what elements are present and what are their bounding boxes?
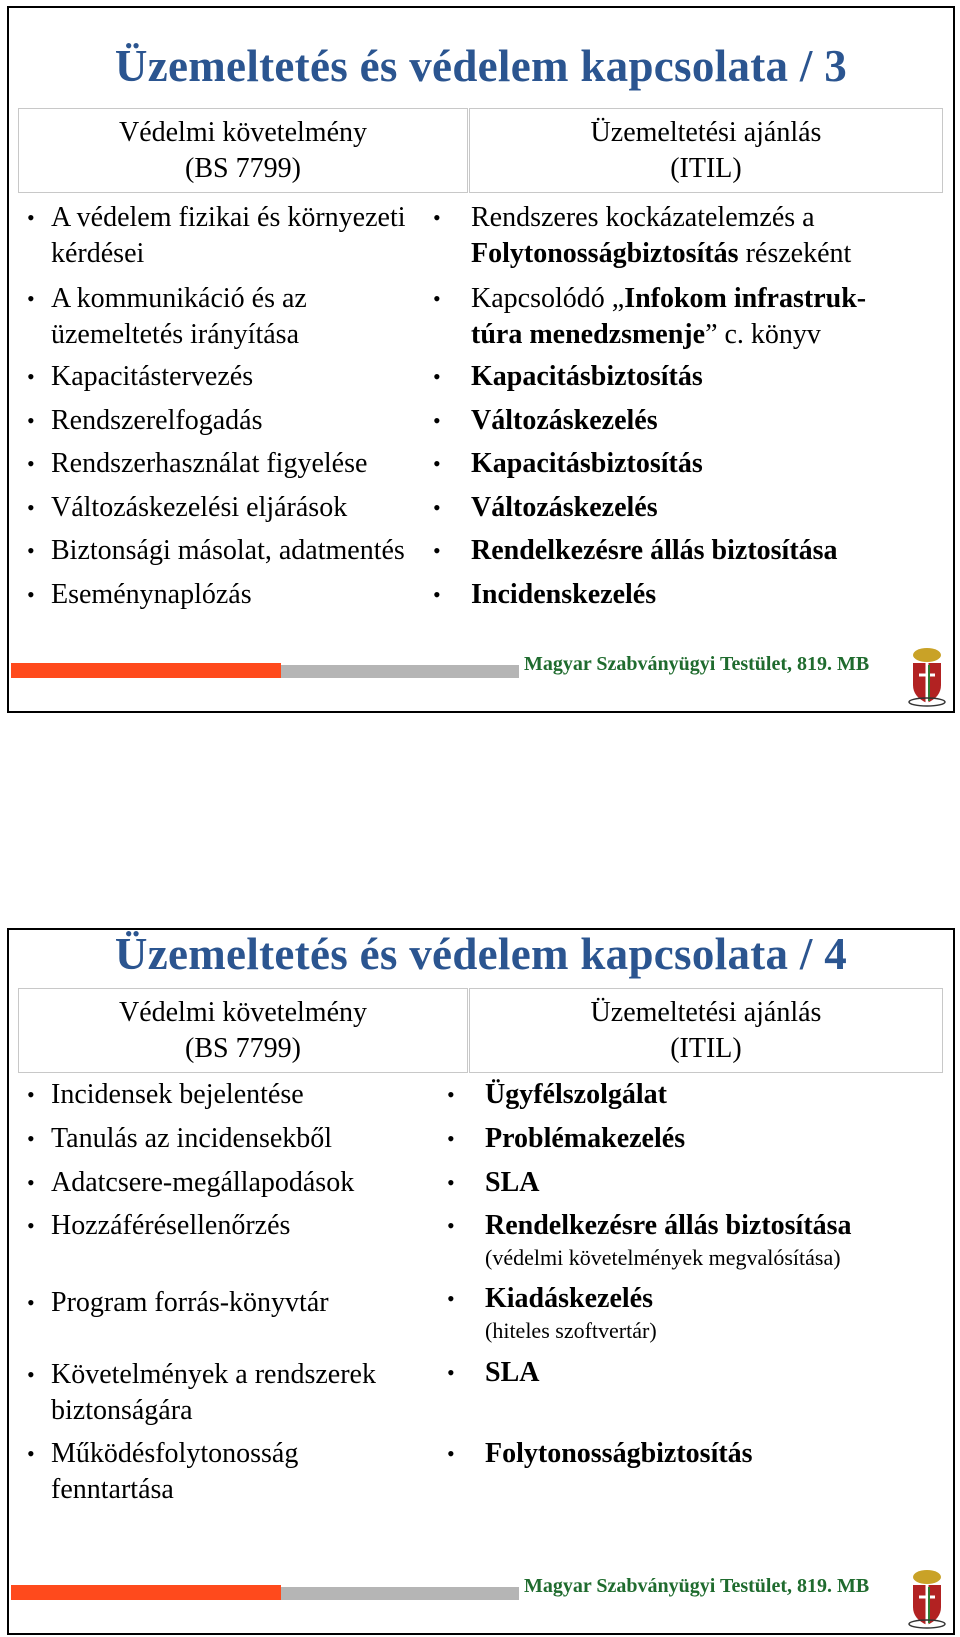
bullet: • — [433, 205, 441, 230]
list-item: Rendszeres kockázatelemzés a — [471, 202, 815, 233]
list-item: Problémakezelés — [485, 1123, 686, 1154]
bullet: • — [27, 582, 35, 607]
list-item — [471, 280, 866, 317]
slide-title: Üzemeltetés és védelem kapcsolata / 4 — [114, 929, 848, 979]
bullet: • — [433, 495, 441, 520]
list-item: Kiadáskezelés — [485, 1283, 653, 1314]
list-item: Rendszerelfogadás — [51, 405, 263, 436]
list-item-note: (védelmi követelmények megvalósítása) — [485, 1245, 841, 1270]
bullet: • — [447, 1286, 455, 1311]
list-item: Kapacitásbiztosítás — [471, 361, 703, 392]
bullet: • — [27, 286, 35, 311]
list-item: SLA — [485, 1167, 540, 1198]
msz-coat-of-arms-logo — [905, 647, 949, 707]
list-item: Incidensek bejelentése — [51, 1079, 304, 1110]
bullet: • — [27, 1170, 35, 1195]
header-line: Üzemeltetési ajánlás — [590, 997, 822, 1028]
footer-organization: Magyar Szabványügyi Testület, 819. MB — [524, 653, 870, 675]
list-item: A kommunikáció és az — [51, 283, 307, 314]
slide-footer — [9, 1573, 953, 1633]
list-item: Rendszerhasználat figyelése — [51, 448, 368, 479]
right-column-header — [469, 988, 943, 1073]
left-column-header — [18, 988, 468, 1073]
slide-4 — [7, 928, 955, 1635]
list-item: fenntartása — [51, 1474, 174, 1505]
list-item: Rendelkezésre állás biztosítása — [485, 1210, 852, 1241]
footer-bar-gray — [281, 665, 519, 678]
bullet: • — [27, 495, 35, 520]
list-item-text: Kapcsolódó „ — [471, 283, 625, 314]
bullet: • — [447, 1213, 455, 1238]
bullet: • — [433, 538, 441, 563]
bullet: • — [447, 1170, 455, 1195]
bullet: • — [433, 451, 441, 476]
footer-bar-orange — [11, 1585, 281, 1600]
header-line: Védelmi követelmény — [118, 997, 368, 1028]
bullet: • — [433, 286, 441, 311]
list-item: Követelmények a rendszerek — [51, 1359, 376, 1390]
bullet: • — [433, 364, 441, 389]
slide-3 — [7, 6, 955, 713]
list-item: Változáskezelés — [471, 492, 658, 523]
list-item: Kapacitástervezés — [51, 361, 254, 392]
list-item: Ügyfélszolgálat — [485, 1079, 667, 1110]
bullet: • — [447, 1441, 455, 1466]
right-column-header — [469, 108, 943, 193]
header-line: Üzemeltetési ajánlás — [590, 117, 822, 148]
list-item: biztonságára — [51, 1395, 193, 1426]
slide-title: Üzemeltetés és védelem kapcsolata / 3 — [114, 41, 848, 91]
list-item: Változáskezelési eljárások — [51, 492, 348, 523]
list-item-bold: Infokom infrastruk- — [624, 283, 867, 314]
bullet: • — [27, 1362, 35, 1387]
bullet: • — [27, 1126, 35, 1151]
bullet: • — [27, 364, 35, 389]
list-item: A védelem fizikai és környezeti — [51, 202, 406, 233]
footer-organization: Magyar Szabványügyi Testület, 819. MB — [524, 1575, 870, 1597]
list-item: Működésfolytonosság — [51, 1438, 299, 1469]
list-item-text: ” c. könyv — [705, 319, 821, 350]
list-item: Program forrás-könyvtár — [51, 1287, 329, 1318]
header-line: (BS 7799) — [185, 153, 301, 184]
header-line: (BS 7799) — [185, 1033, 301, 1064]
msz-coat-of-arms-logo — [905, 1569, 949, 1629]
list-item: Rendelkezésre állás biztosítása — [471, 535, 838, 566]
list-item: Folytonosságbiztosítás — [485, 1438, 753, 1469]
list-item-bold: túra menedzsmenje — [471, 319, 706, 350]
header-line: (ITIL) — [670, 153, 742, 184]
left-column-header — [18, 108, 468, 193]
bullet: • — [433, 582, 441, 607]
list-item: üzemeltetés irányítása — [51, 319, 299, 350]
list-item-text: részeként — [738, 238, 852, 269]
bullet: • — [27, 1290, 35, 1315]
list-item: Változáskezelés — [471, 405, 658, 436]
list-item: kérdései — [51, 238, 145, 269]
list-item: SLA — [485, 1357, 540, 1388]
bullet: • — [433, 408, 441, 433]
header-line: Védelmi követelmény — [118, 117, 368, 148]
list-item: Eseménynaplózás — [51, 579, 252, 610]
list-item: Hozzáférésellenőrzés — [51, 1210, 291, 1241]
bullet: • — [447, 1360, 455, 1385]
bullet: • — [447, 1082, 455, 1107]
bullet: • — [27, 408, 35, 433]
bullet: • — [27, 1441, 35, 1466]
list-item-bold: Folytonosságbiztosítás — [471, 238, 739, 269]
list-item: Biztonsági másolat, adatmentés — [51, 535, 405, 566]
bullet: • — [27, 1082, 35, 1107]
header-line: (ITIL) — [670, 1033, 742, 1064]
bullet: • — [27, 1213, 35, 1238]
footer-bar-orange — [11, 663, 281, 678]
slide-footer — [9, 651, 953, 711]
list-item: Incidenskezelés — [471, 579, 657, 610]
bullet: • — [447, 1126, 455, 1151]
list-item: Tanulás az incidensekből — [51, 1123, 333, 1154]
footer-bar-gray — [281, 1587, 519, 1600]
list-item — [471, 235, 851, 272]
list-item: Kapacitásbiztosítás — [471, 448, 703, 479]
list-item-note: (hiteles szoftvertár) — [485, 1318, 657, 1343]
list-item — [471, 316, 821, 353]
list-item: Adatcsere-megállapodások — [51, 1167, 355, 1198]
bullet: • — [27, 451, 35, 476]
bullet: • — [27, 538, 35, 563]
bullet: • — [27, 205, 35, 230]
